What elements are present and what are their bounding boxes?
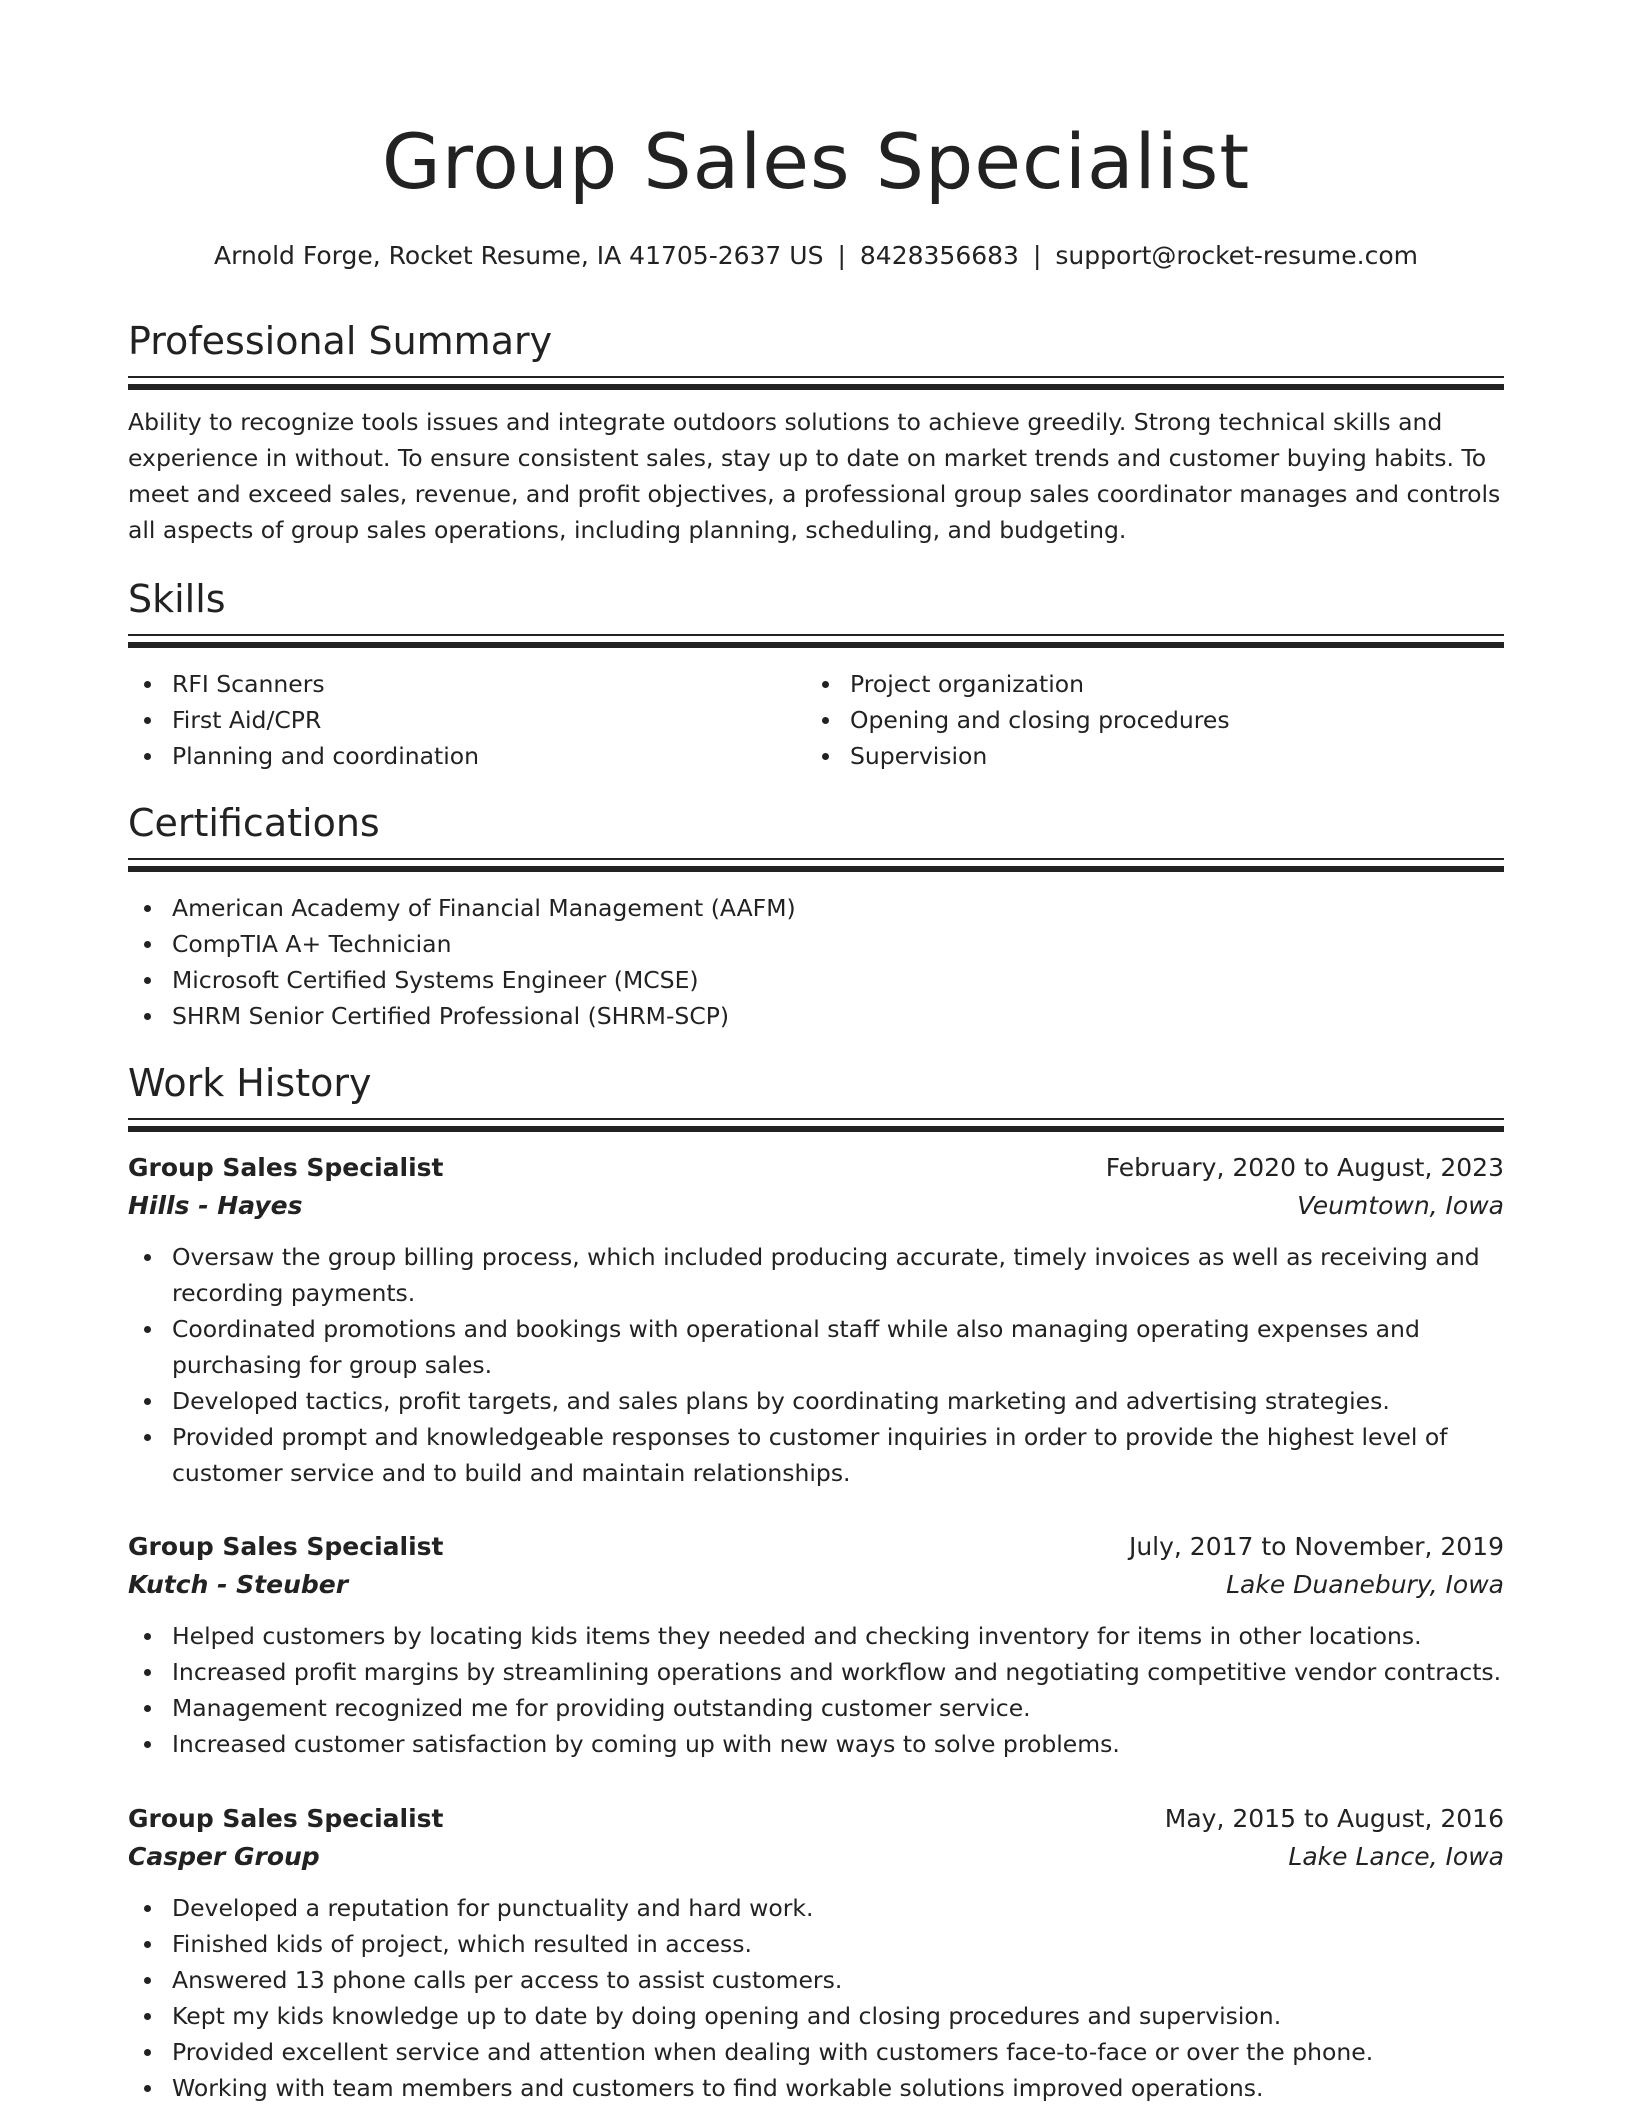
contact-email: support@rocket-resume.com (1055, 241, 1418, 270)
contact-separator: | (837, 241, 846, 270)
section-divider (128, 634, 1504, 648)
skill-item: First Aid/CPR (128, 702, 768, 738)
job-entry (128, 1800, 1504, 2106)
job-title: Group Sales Specialist (128, 1153, 444, 1182)
job-bullet: Management recognized me for providing outstanding customer service. (128, 1690, 1504, 1726)
summary-section-heading (128, 318, 1504, 364)
job-dates: July, 2017 to November, 2019 (1128, 1532, 1504, 1561)
certifications-heading: Certifications (128, 801, 380, 845)
certification-item: CompTIA A+ Technician (128, 926, 1504, 962)
job-title: Group Sales Specialist (128, 1804, 444, 1833)
certifications-list (128, 890, 1504, 1034)
job-bullet: Provided prompt and knowledgeable responses to customer inquiries in order to provide the highest level of customer service and to build and maintain relationships. (128, 1419, 1504, 1491)
summary-text: Ability to recognize tools issues and integrate outdoors solutions to achieve greedily. Strong technical skills and experience in without. To ensure consistent sales, stay up to date on market trends and customer buying habits. To meet and exceed sales, revenue, and profit objectives, a professional group sales coordinator manages and controls all aspects of group sales operations, including planning, scheduling, and budgeting. (128, 408, 1501, 544)
job-bullet: Coordinated promotions and bookings with operational staff while also managing operating expenses and purchasing for group sales. (128, 1311, 1504, 1383)
certification-item: SHRM Senior Certified Professional (SHRM-SCP) (128, 998, 1504, 1034)
job-bullet: Increased profit margins by streamlining operations and workflow and negotiating competitive vendor contracts. (128, 1654, 1504, 1690)
job-bullet: Working with team members and customers to find workable solutions improved operations. (128, 2070, 1504, 2106)
job-dates: May, 2015 to August, 2016 (1164, 1804, 1504, 1833)
section-divider (128, 858, 1504, 872)
job-title: Group Sales Specialist (128, 1532, 444, 1561)
certifications-section-heading (128, 800, 1504, 846)
certification-item: American Academy of Financial Management (AAFM) (128, 890, 1504, 926)
contact-separator: | (1032, 241, 1042, 270)
work-history-heading: Work History (128, 1061, 372, 1105)
contact-address: Arnold Forge, Rocket Resume, IA 41705-2637 US (214, 241, 824, 270)
job-bullet: Kept my kids knowledge up to date by doing opening and closing procedures and supervision. (128, 1998, 1504, 2034)
job-bullet: Finished kids of project, which resulted in access. (128, 1926, 1504, 1962)
job-location: Veumtown, Iowa (1297, 1191, 1504, 1220)
contact-line (128, 240, 1504, 272)
job-company: Kutch - Steuber (128, 1570, 349, 1599)
skill-item: Planning and coordination (128, 738, 768, 774)
section-divider (128, 1118, 1504, 1132)
job-location: Lake Duanebury, Iowa (1226, 1570, 1504, 1599)
skills-column-right (806, 666, 1446, 774)
skill-item: Project organization (806, 666, 1446, 702)
resume-title: Group Sales Specialist (381, 117, 1251, 206)
skill-item: Opening and closing procedures (806, 702, 1446, 738)
section-divider (128, 376, 1504, 390)
skill-item: RFI Scanners (128, 666, 768, 702)
job-bullet: Answered 13 phone calls per access to assist customers. (128, 1962, 1504, 1998)
contact-phone: 8428356683 (859, 241, 1019, 270)
certification-item: Microsoft Certified Systems Engineer (MCSE) (128, 962, 1504, 998)
job-bullet: Helped customers by locating kids items they needed and checking inventory for items in other locations. (128, 1618, 1504, 1654)
job-bullet: Provided excellent service and attention when dealing with customers face-to-face or over the phone. (128, 2034, 1504, 2070)
job-bullet: Developed a reputation for punctuality and hard work. (128, 1890, 1504, 1926)
job-entry (128, 1149, 1504, 1491)
job-entry (128, 1528, 1504, 1762)
skills-column-left (128, 666, 768, 774)
summary-heading: Professional Summary (128, 319, 553, 363)
job-bullet: Increased customer satisfaction by coming up with new ways to solve problems. (128, 1726, 1504, 1762)
skill-item: Supervision (806, 738, 1446, 774)
job-company: Hills - Hayes (128, 1191, 303, 1220)
job-company: Casper Group (128, 1842, 320, 1871)
skills-heading: Skills (128, 577, 226, 621)
work-history-section-heading (128, 1060, 1504, 1106)
job-bullet: Oversaw the group billing process, which included producing accurate, timely invoices as well as receiving and recording payments. (128, 1239, 1504, 1311)
skills-section-heading (128, 576, 1504, 622)
job-dates: February, 2020 to August, 2023 (1105, 1153, 1504, 1182)
job-bullet: Developed tactics, profit targets, and sales plans by coordinating marketing and advertising strategies. (128, 1383, 1504, 1419)
job-location: Lake Lance, Iowa (1288, 1842, 1504, 1871)
